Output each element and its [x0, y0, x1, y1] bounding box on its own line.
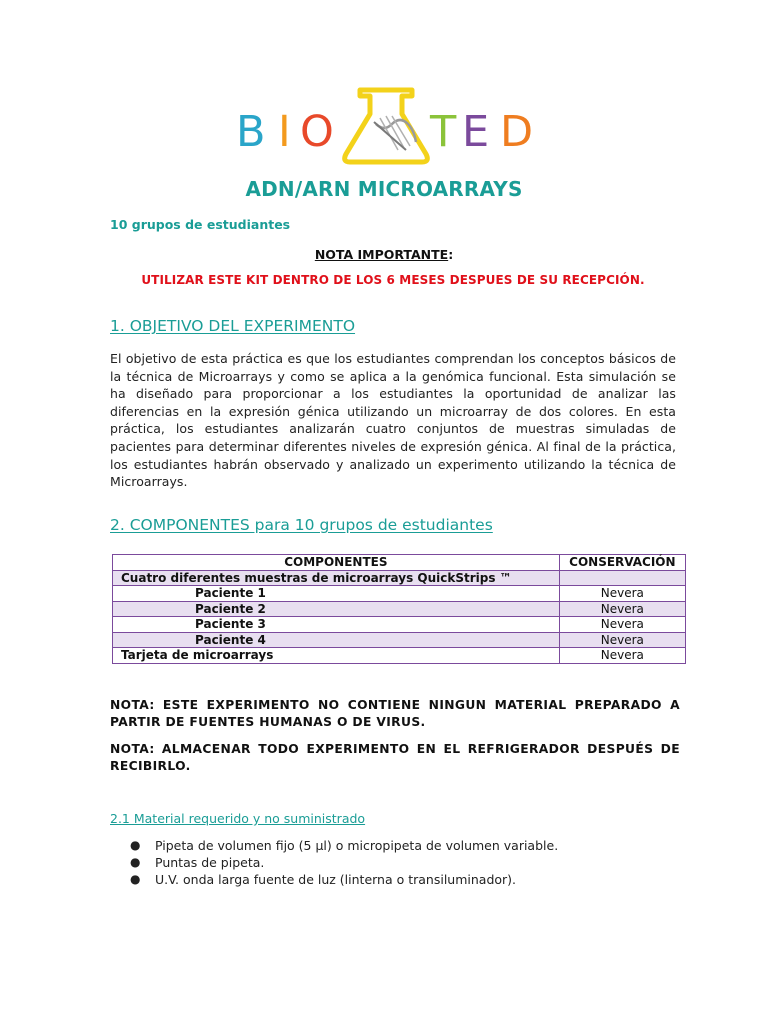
table-cell-storage: Nevera — [559, 586, 685, 602]
table-cell-component: Paciente 2 — [113, 601, 560, 617]
bullet-icon: ● — [130, 872, 141, 886]
list-item — [130, 871, 558, 888]
list-item — [130, 854, 558, 871]
important-note-heading — [0, 247, 768, 262]
note-refrigerate: NOTA: ALMACENAR TODO EXPERIMENTO EN EL REFRIGERADOR DESPUÉS DE RECIBIRLO. — [110, 742, 680, 773]
table-cell-storage: Nevera — [559, 632, 685, 648]
document-title: ADN/ARN MICROARRAYS — [245, 177, 523, 201]
table-cell-storage: Nevera — [559, 648, 685, 664]
table-header-storage: CONSERVACIÓN — [559, 555, 685, 571]
important-note-label: NOTA IMPORTANTE — [314, 247, 449, 262]
logo-letter-i: I — [278, 107, 291, 157]
table-cell-component: Paciente 3 — [113, 617, 560, 633]
objective-paragraph: El objetivo de esta práctica es que los estudiantes comprendan los conceptos básicos de la técnica de Microarrays y como se aplica a la genómica funcional. Esta simulación se ha diseñado para proporcionar a los estudiantes la oportunidad de analizar las diferencias en la expresión génica utilizando un microarray de dos colores. En esta práctica, los estudiantes analizarán cuatro conjuntos de muestras simuladas de pacientes para determinar diferentes niveles de expresión génica. Al final de la práctica, los estudiantes habrán observado y analizado un experimento utilizando la técnica de Microarrays. — [110, 351, 676, 490]
logo-letter-o: O — [300, 107, 334, 157]
table-row — [113, 617, 686, 633]
table-cell-component: Cuatro diferentes muestras de microarrays QuickStrips ™ — [113, 570, 560, 586]
table-cell-component: Paciente 4 — [113, 632, 560, 648]
section-heading-objective: 1. OBJETIVO DEL EXPERIMENTO — [110, 317, 356, 335]
table-cell-storage: Nevera — [559, 601, 685, 617]
section-heading-components: 2. COMPONENTES para 10 grupos de estudiantes — [110, 516, 493, 534]
biotted-logo — [234, 84, 550, 176]
storage-warning: UTILIZAR ESTE KIT DENTRO DE LOS 6 MESES DESPUES DE SU RECEPCIÓN. — [141, 273, 645, 287]
table-cell-storage — [559, 570, 685, 586]
note-no-human-material: NOTA: ESTE EXPERIMENTO NO CONTIENE NINGUN MATERIAL PREPARADO A PARTIR DE FUENTES HUMANAS O DE VIRUS. — [110, 698, 680, 729]
subsection-heading-materials: 2.1 Material requerido y no suministrado — [110, 811, 366, 826]
list-item-text: Pipeta de volumen fijo (5 µl) o micropipeta de volumen variable. — [155, 838, 559, 853]
table-row — [113, 586, 686, 602]
materials-list — [130, 837, 558, 888]
logo-letter-t: T — [430, 107, 457, 157]
table-header-components: COMPONENTES — [113, 555, 560, 571]
table-cell-component: Paciente 1 — [113, 586, 560, 602]
logo-letter-e: E — [462, 107, 490, 157]
table-cell-component: Tarjeta de microarrays — [113, 648, 560, 664]
bullet-icon: ● — [130, 838, 141, 852]
table-row — [113, 570, 686, 586]
table-row — [113, 601, 686, 617]
table-cell-storage: Nevera — [559, 617, 685, 633]
table-row — [113, 632, 686, 648]
important-note-colon: : — [448, 247, 454, 262]
groups-subtitle: 10 grupos de estudiantes — [110, 217, 291, 232]
logo-letter-d: D — [500, 107, 534, 157]
components-table — [112, 554, 686, 664]
logo-letter-b: B — [236, 107, 266, 157]
bullet-icon: ● — [130, 855, 141, 869]
table-header-row — [113, 555, 686, 571]
list-item — [130, 837, 558, 854]
table-row — [113, 648, 686, 664]
list-item-text: Puntas de pipeta. — [155, 855, 265, 870]
list-item-text: U.V. onda larga fuente de luz (linterna o transiluminador). — [155, 872, 517, 887]
